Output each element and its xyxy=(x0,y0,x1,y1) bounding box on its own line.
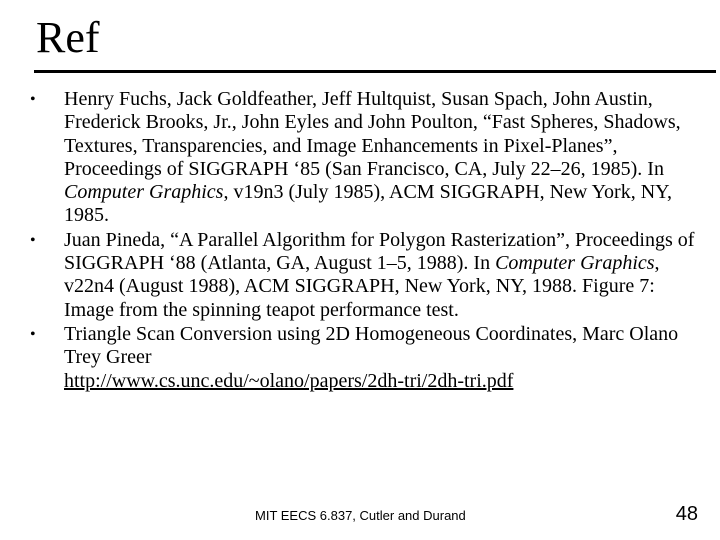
bullet-icon: • xyxy=(30,231,36,249)
reference-list xyxy=(30,88,706,394)
reference-text: Triangle Scan Conversion using 2D Homogeneous Coordinates, Marc Olano Trey Greer xyxy=(64,322,679,369)
journal-name: Computer Graphics xyxy=(495,252,655,275)
footer-course: MIT EECS 6.837, Cutler and Durand xyxy=(255,508,466,523)
reference-text: Henry Fuchs, Jack Goldfeather, Jeff Hultquist, Susan Spach, John Austin, Frederick Brooks, Jr., John Eyles and John Poulton, “Fast Spheres, Shadows, Textures, Transparencies, and Image Enhancements in Pixel-Planes”, Proceedings of SIGGRAPH ‘85 (San Francisco, CA, July 22–26, 1985). In xyxy=(64,88,681,180)
bullet-icon: • xyxy=(30,325,36,343)
reference-text: Juan Pineda, “A Parallel Algorithm for Polygon Rasterization”, Proceedings of SIGGRAPH ‘88 (Atlanta, GA, August 1–5, 1988). In xyxy=(64,228,695,275)
paper-link[interactable]: http://www.cs.unc.edu/~olano/papers/2dh-tri/2dh-tri.pdf xyxy=(64,369,514,392)
reference-item-pineda xyxy=(30,229,706,322)
reference-text: , v19n3 (July 1985), ACM SIGGRAPH, New York, NY, 1985. xyxy=(64,181,673,227)
reference-text: , v22n4 (August 1988), ACM SIGGRAPH, New York, NY, 1988. Figure 7: Image from the spinning teapot performance test. xyxy=(64,252,660,321)
page-number: 48 xyxy=(675,503,698,525)
journal-name: Computer Graphics xyxy=(64,181,224,204)
slide-title: Ref xyxy=(36,13,100,62)
title-divider xyxy=(34,70,716,73)
reference-item-fuchs xyxy=(30,88,706,228)
bullet-icon: • xyxy=(30,91,36,108)
reference-item-olano xyxy=(30,323,706,393)
